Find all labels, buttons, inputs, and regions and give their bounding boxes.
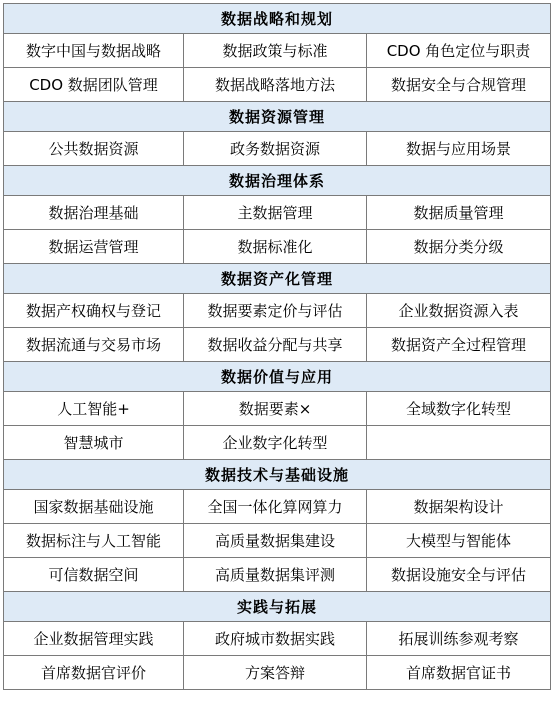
- course-cell: 可信数据空间: [4, 558, 184, 592]
- course-cell: 数据收益分配与共享: [184, 328, 367, 362]
- course-cell: 数据要素定价与评估: [184, 294, 367, 328]
- table-row: [4, 558, 551, 592]
- course-cell: 智慧城市: [4, 426, 184, 460]
- course-cell: 方案答辩: [184, 656, 367, 690]
- course-cell: 企业数据资源入表: [367, 294, 551, 328]
- table-row: [4, 230, 551, 264]
- section-header: 数据技术与基础设施: [4, 460, 551, 490]
- course-cell: 高质量数据集建设: [184, 524, 367, 558]
- course-cell: 企业数字化转型: [184, 426, 367, 460]
- table-row: [4, 294, 551, 328]
- empty-cell: [367, 426, 551, 460]
- table-row: [4, 490, 551, 524]
- course-cell: 数据设施安全与评估: [367, 558, 551, 592]
- course-cell: 公共数据资源: [4, 132, 184, 166]
- section-header: 数据治理体系: [4, 166, 551, 196]
- course-cell: 拓展训练参观考察: [367, 622, 551, 656]
- course-cell: 数据产权确权与登记: [4, 294, 184, 328]
- course-cell: 数字中国与数据战略: [4, 34, 184, 68]
- section-header: 数据资产化管理: [4, 264, 551, 294]
- table-row: [4, 392, 551, 426]
- course-cell: 数据运营管理: [4, 230, 184, 264]
- course-cell: 数据分类分级: [367, 230, 551, 264]
- course-cell: 数据与应用场景: [367, 132, 551, 166]
- course-cell: 国家数据基础设施: [4, 490, 184, 524]
- course-cell: 数据架构设计: [367, 490, 551, 524]
- table-row: [4, 328, 551, 362]
- course-cell: 企业数据管理实践: [4, 622, 184, 656]
- section-header: 实践与拓展: [4, 592, 551, 622]
- course-cell: 首席数据官评价: [4, 656, 184, 690]
- course-cell: 数据治理基础: [4, 196, 184, 230]
- course-cell: 主数据管理: [184, 196, 367, 230]
- course-cell: 大模型与智能体: [367, 524, 551, 558]
- table-row: [4, 132, 551, 166]
- section-header: 数据资源管理: [4, 102, 551, 132]
- course-cell: 数据标注与人工智能: [4, 524, 184, 558]
- table-row: [4, 622, 551, 656]
- course-cell: 首席数据官证书: [367, 656, 551, 690]
- course-cell: 政府城市数据实践: [184, 622, 367, 656]
- course-cell: 数据要素×: [184, 392, 367, 426]
- course-cell: 人工智能+: [4, 392, 184, 426]
- table-row: [4, 656, 551, 690]
- table-row: [4, 524, 551, 558]
- course-cell: 高质量数据集评测: [184, 558, 367, 592]
- course-cell: CDO 数据团队管理: [4, 68, 184, 102]
- course-cell: 全域数字化转型: [367, 392, 551, 426]
- section-header: 数据战略和规划: [4, 4, 551, 34]
- course-cell: 全国一体化算网算力: [184, 490, 367, 524]
- table-row: [4, 34, 551, 68]
- course-cell: 数据政策与标准: [184, 34, 367, 68]
- table-row: [4, 196, 551, 230]
- course-cell: CDO 角色定位与职责: [367, 34, 551, 68]
- table-row: [4, 68, 551, 102]
- course-cell: 数据质量管理: [367, 196, 551, 230]
- table-row: [4, 426, 551, 460]
- section-header: 数据价值与应用: [4, 362, 551, 392]
- curriculum-table: [3, 3, 551, 690]
- course-cell: 数据战略落地方法: [184, 68, 367, 102]
- course-cell: 数据流通与交易市场: [4, 328, 184, 362]
- course-cell: 数据标准化: [184, 230, 367, 264]
- course-cell: 数据资产全过程管理: [367, 328, 551, 362]
- course-cell: 政务数据资源: [184, 132, 367, 166]
- course-cell: 数据安全与合规管理: [367, 68, 551, 102]
